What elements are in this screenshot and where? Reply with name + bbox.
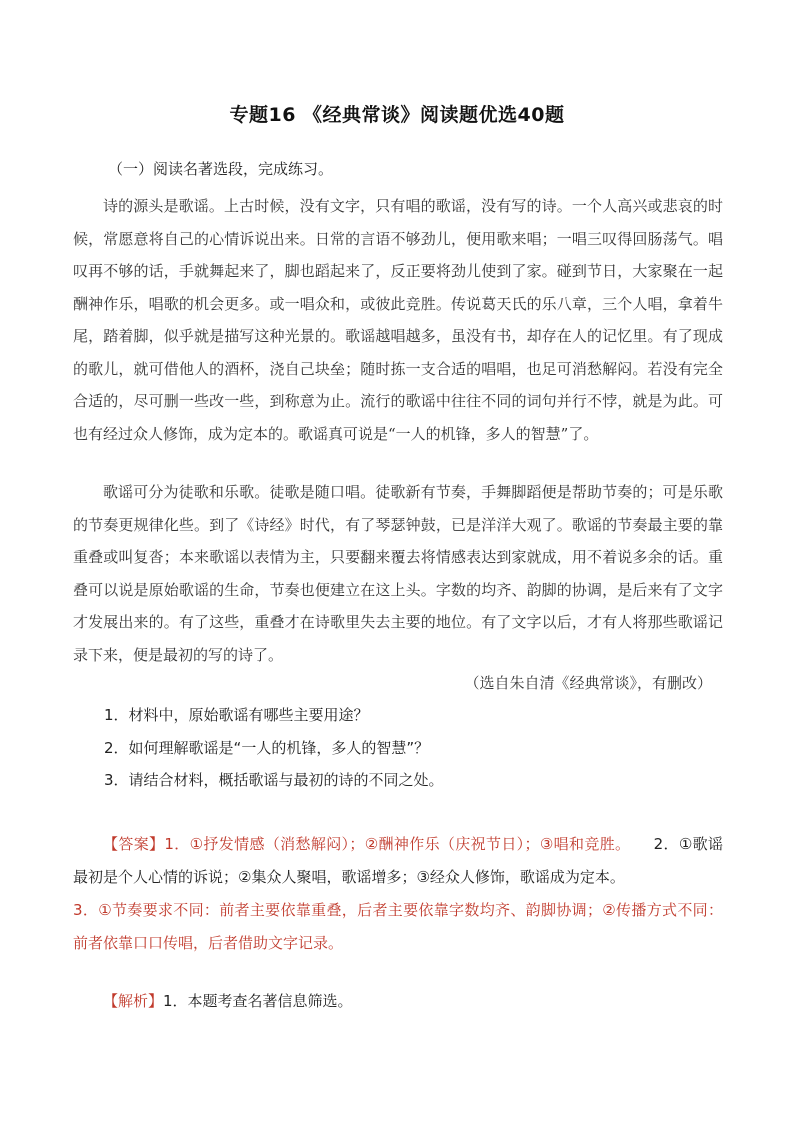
- explanation-text: 1．本题考查名著信息筛选。: [163, 992, 353, 1010]
- answer-part-1: 1．①抒发情感（消愁解闷）；②酬神作乐（庆祝节日）；③唱和竞胜。: [164, 835, 623, 853]
- answer-tag: 【答案】: [103, 835, 165, 853]
- section-intro: （一）阅读名著选段，完成练习。: [108, 160, 334, 178]
- answer-block: [73, 828, 723, 960]
- question-2: 2．如何理解歌谣是“一人的机锋，多人的智慧”？: [104, 739, 430, 757]
- passage-paragraph-1: 诗的源头是歌谣。上古时候，没有文字，只有唱的歌谣，没有写的诗。一个人高兴或悲哀的时候，常愿意将自己的心情诉说出来。日常的言语不够劲儿，便用歌来唱；一唱三叹得回肠荡气。唱叹再不够的话，手就舞起来了，脚也蹈起来了，反正要将劲儿使到了家。碰到节日，大家聚在一起酬神作乐，唱歌的机会更多。或一唱众和，或彼此竞胜。传说葛天氏的乐八章，三个人唱，拿着牛尾，踏着脚，似乎就是描写这种光景的。歌谣越唱越多，虽没有书，却存在人的记忆里。有了现成的歌儿，就可借他人的酒杯，浇自己块垒；随时拣一支合适的唱唱，也足可消愁解闷。若没有完全合适的，尽可删一些改一些，到称意为止。流行的歌谣中往往不同的词句并行不悖，就是为此。可也有经过众人修饰，成为定本的。歌谣真可说是“一人的机锋，多人的智慧”了。: [73, 197, 723, 443]
- page-title: 专题16 《经典常谈》阅读题优选40题: [229, 104, 565, 126]
- source-citation: （选自朱自清《经典常谈》，有删改）: [464, 674, 712, 692]
- passage-paragraph-2: 歌谣可分为徒歌和乐歌。徒歌是随口唱。徒歌新有节奏，手舞脚蹈便是帮助节奏的；可是乐歌的节奏更规律化些。到了《诗经》时代，有了琴瑟钟鼓，已是洋洋大观了。歌谣的节奏最主要的靠重叠或叫复沓；本来歌谣以表情为主，只要翻来覆去将情感表达到家就成，用不着说多余的话。重叠可以说是原始歌谣的生命，节奏也便建立在这上头。字数的均齐、韵脚的协调，是后来有了文字才发展出来的。有了这些，重叠才在诗歌里失去主要的地位。有了文字以后，才有人将那些歌谣记录下来，便是最初的写的诗了。: [73, 483, 723, 664]
- question-3: 3．请结合材料，概括歌谣与最初的诗的不同之处。: [104, 771, 444, 789]
- question-1: 1．材料中，原始歌谣有哪些主要用途？: [104, 706, 369, 724]
- answer-part-3: 3．①节奏要求不同：前者主要依靠重叠，后者主要依靠字数均齐、韵脚协调；②传播方式不同：前者依靠口口传唱，后者借助文字记录。: [73, 901, 723, 952]
- answer-part-2: 2．①歌谣最初是个人心情的诉说；②集众人聚唱，歌谣增多；③经众人修饰，歌谣成为定本。: [73, 835, 723, 886]
- explanation-tag: 【解析】: [103, 992, 164, 1010]
- explanation-block: [103, 990, 353, 1011]
